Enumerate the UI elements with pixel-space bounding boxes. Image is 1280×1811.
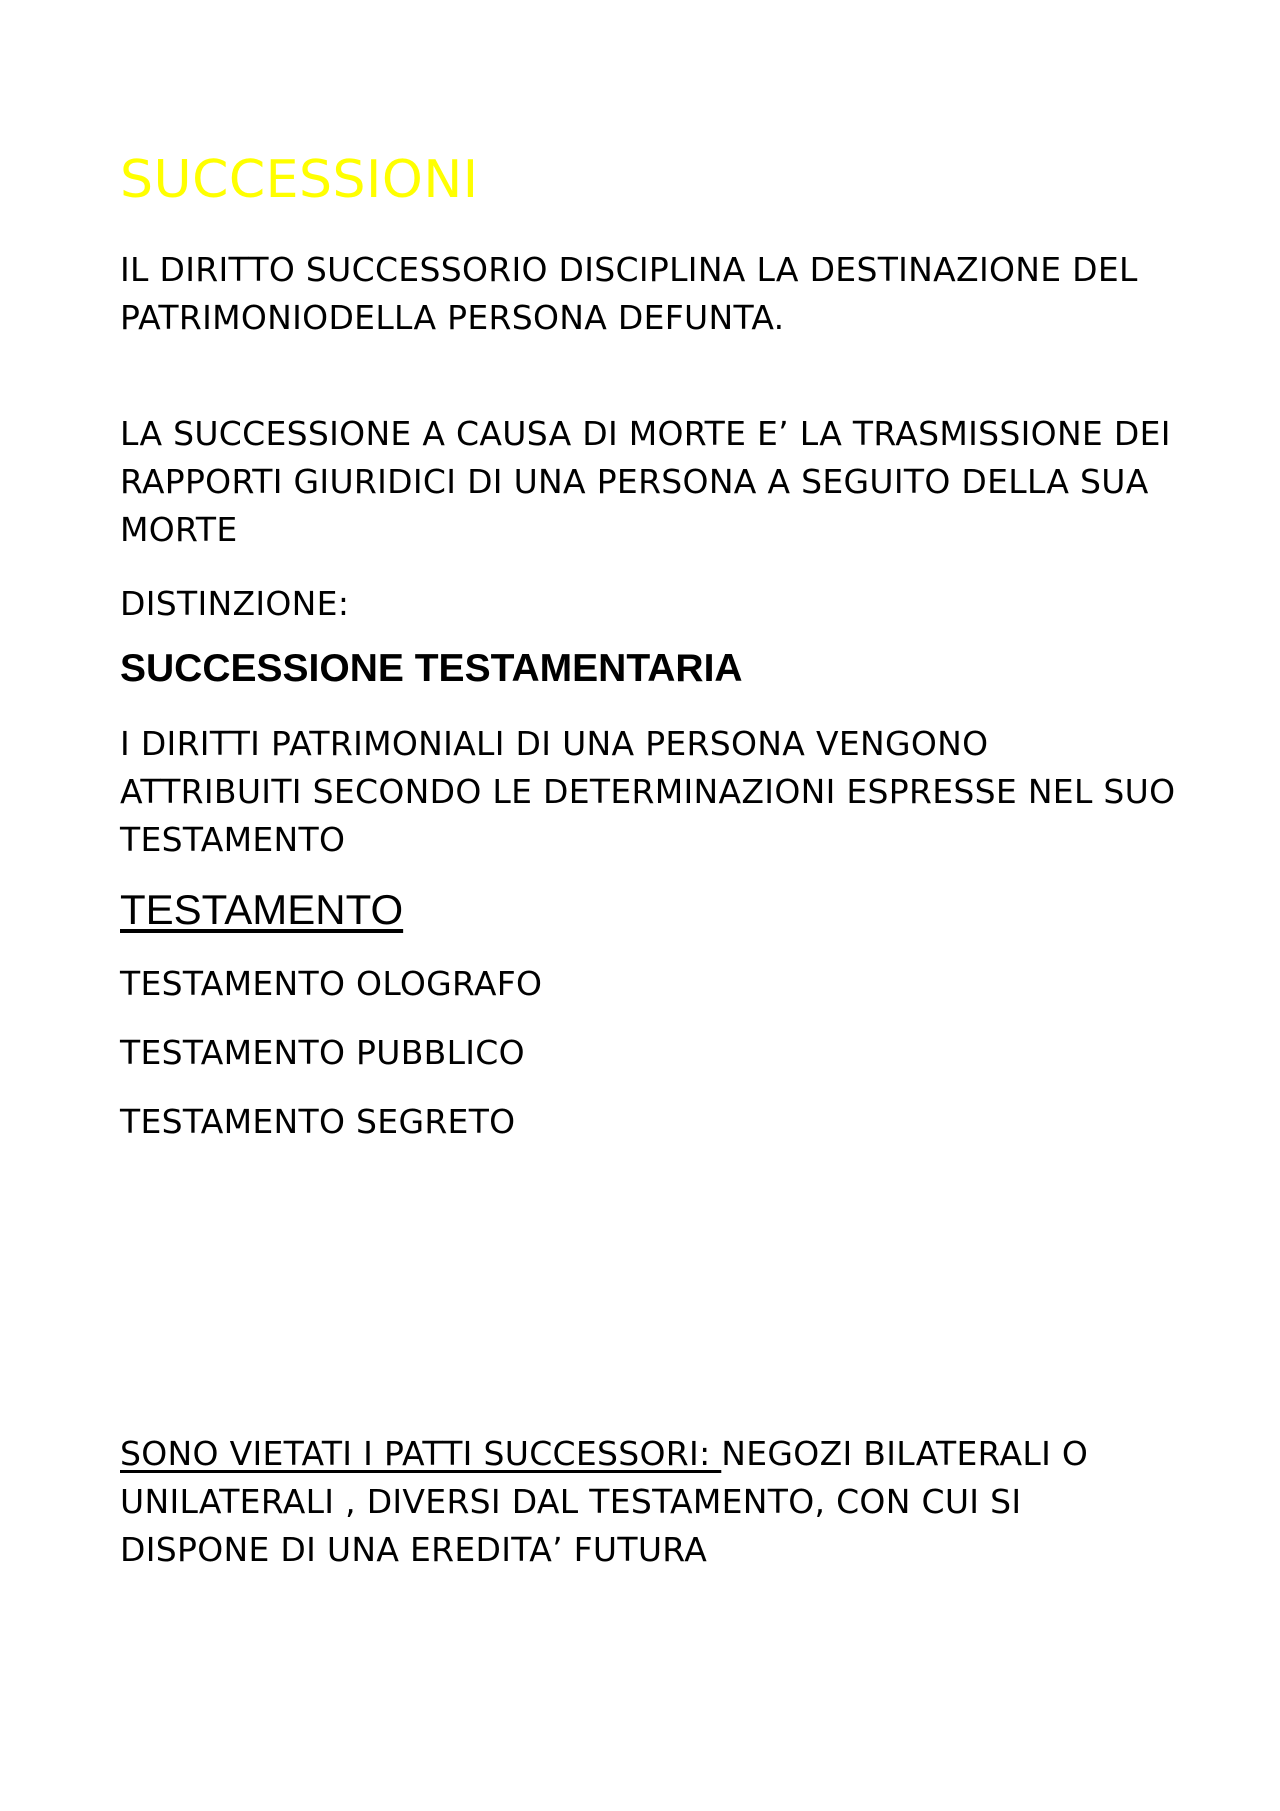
distinction-label: DISTINZIONE: (120, 584, 350, 623)
testamentary-paragraph: I DIRITTI PATRIMONIALI DI UNA PERSONA VENGONO ATTRIBUITI SECONDO LE DETERMINAZIONI ESPRESSE NEL SUO TESTAMENTO (120, 724, 1176, 859)
testament-type-public: TESTAMENTO PUBBLICO (120, 1033, 525, 1072)
testament-type-secret: TESTAMENTO SEGRETO (120, 1102, 516, 1141)
intro-paragraph: IL DIRITTO SUCCESSORIO DISCIPLINA LA DESTINAZIONE DEL PATRIMONIODELLA PERSONA DEFUNTA. (120, 250, 1138, 337)
testamentary-heading: SUCCESSIONE TESTAMENTARIA (120, 647, 743, 690)
prohibition-lead: SONO VIETATI I PATTI SUCCESSORI: (120, 1434, 722, 1473)
definition-paragraph: LA SUCCESSIONE A CAUSA DI MORTE E’ LA TRASMISSIONE DEI RAPPORTI GIURIDICI DI UNA PERSONA A SEGUITO DELLA SUA MORTE (120, 414, 1171, 549)
prohibition-paragraph (120, 1430, 1180, 1574)
testament-heading: TESTAMENTO (120, 886, 404, 933)
prohibition-text: NEGOZI BILATERALI O UNILATERALI , DIVERSI DAL TESTAMENTO, CON CUI SI DISPONE DI UNA EREDITA’ FUTURA (120, 1434, 1089, 1569)
document-title: SUCCESSIONI (120, 150, 479, 210)
testament-type-holographic: TESTAMENTO OLOGRAFO (120, 964, 543, 1003)
